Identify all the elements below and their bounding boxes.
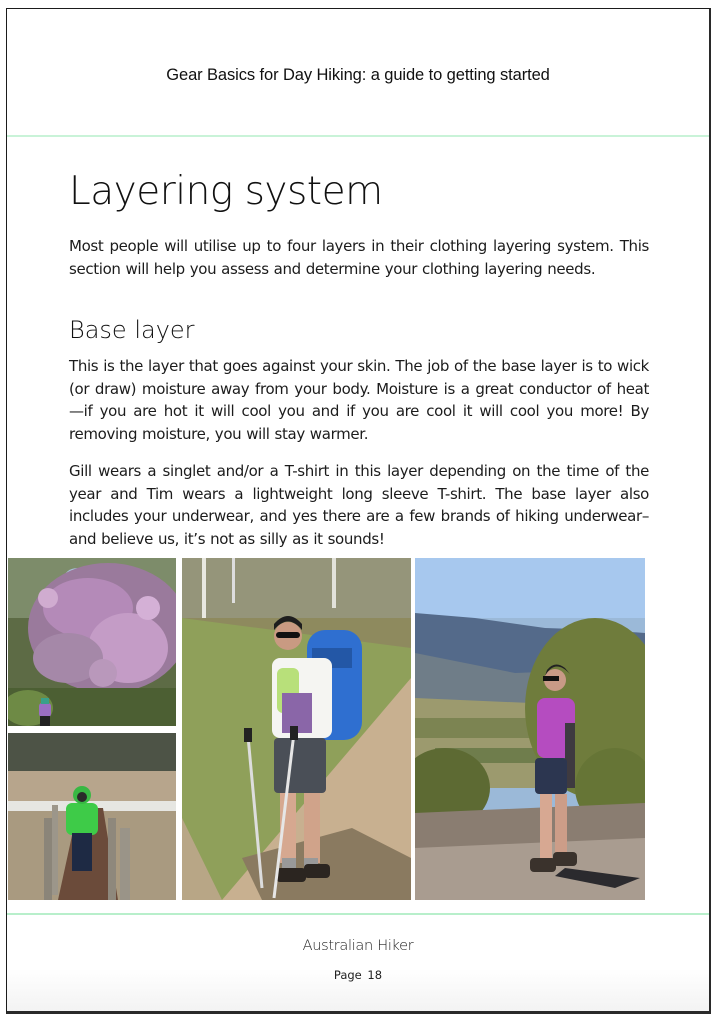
photo-hiker-flowering-tree xyxy=(8,558,176,726)
subsection-title: Base layer xyxy=(69,316,195,344)
page-content xyxy=(69,169,649,548)
footer-publication: Australian Hiker xyxy=(302,938,414,954)
running-header: Gear Basics for Day Hiking: a guide to getting started xyxy=(166,66,550,84)
photo-hiker-mountain-view xyxy=(415,558,645,900)
page-number: Page 18 xyxy=(333,968,383,982)
header-divider xyxy=(7,135,709,137)
body-paragraph: Gill wears a singlet and/or a T-shirt in this layer depending on the time of the year and Tim wears a lightweight long sleeve T-shirt. The base layer also includes your underwear, and yes there are a few brands of hiking underwear–and believe us, it’s not as silly as it sounds! xyxy=(69,462,649,548)
photo-hiker-trekking-poles xyxy=(182,558,411,900)
body-paragraph: This is the layer that goes against your skin. The job of the base layer is to wick (or draw) moisture away from your body. Moisture is a great conductor of heat—if you are hot it will cool you and if you are cool it will cool you more! By removing moisture, you will stay warmer. xyxy=(69,357,649,443)
section-intro: Most people will utilise up to four layers in their clothing layering system. This section will help you assess and determine your clothing layering needs. xyxy=(69,237,649,278)
photo-hiker-green-jacket-boardwalk xyxy=(8,733,176,900)
footer-divider xyxy=(7,913,709,915)
document-page xyxy=(6,8,711,1014)
section-title: Layering system xyxy=(69,169,383,214)
